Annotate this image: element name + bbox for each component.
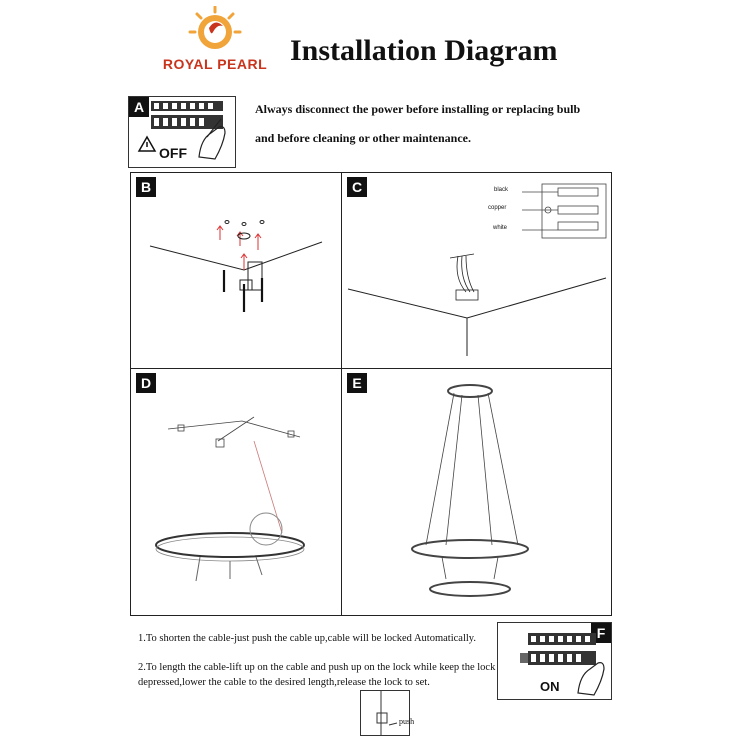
wire-label-black: black [494,187,509,193]
push-lock-icon [361,691,409,735]
push-lock-illustration [360,690,415,736]
diagram-grid [130,172,612,616]
page-title: Installation Diagram [290,34,558,67]
panel-c-label: C [347,177,367,197]
panel-d-label: D [136,373,156,393]
brand-name: ROYAL PEARL [162,56,268,72]
panel-d-suspension-illustration [132,369,340,615]
warning-line-2: and before cleaning or other maintenance. [255,131,471,145]
warning-line-1: Always disconnect the power before installing or replacing bulb [255,102,581,116]
note-shorten-cable: 1.To shorten the cable-just push the cable up,cable will be locked Automatically. [138,633,476,644]
wire-label-copper: copper [488,205,507,211]
off-label: OFF [159,145,187,161]
panel-c-wiring-illustration [342,174,612,366]
push-label: push [399,717,415,726]
panel-f-power-on [497,622,612,700]
panel-e-label: E [347,373,367,393]
panel-e-pendant-rings-illustration [342,369,612,615]
on-label: ON [540,679,560,694]
note-lengthen-cable-line-2: depressed,lower the cable to the desired length,release the lock to set. [138,677,430,688]
wire-label-white: white [493,225,508,231]
panel-b-ceiling-mount-illustration [132,174,340,366]
panel-a-label: A [129,97,149,117]
brand-logo [150,6,280,76]
note-lengthen-cable-line-1: 2.To length the cable-lift up on the cable and push up on the lock while keep the lock [138,662,496,673]
panel-b-label: B [136,177,156,197]
sun-logo-icon [150,6,280,58]
panel-a-power-off [128,96,236,168]
panel-f-label: F [591,623,611,643]
